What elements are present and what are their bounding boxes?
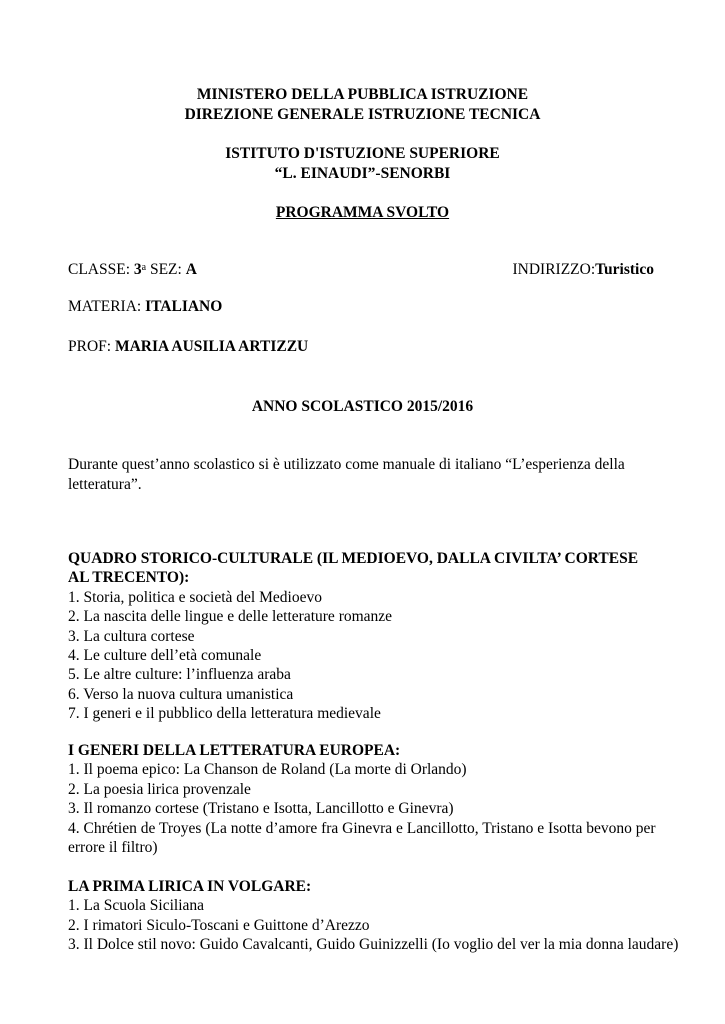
teacher-label: PROF: [68, 338, 115, 355]
list-item: 3. La cultura cortese [68, 627, 195, 645]
school-year: ANNO SCOLASTICO 2015/2016 [251, 398, 474, 415]
list-item: 1. La Scuola Siciliana [68, 897, 205, 915]
address-line [512, 260, 654, 280]
section-heading: QUADRO STORICO-CULTURALE (IL MEDIOEVO, DALLA CIVILTA’ CORTESE AL TRECENTO): [68, 550, 639, 587]
teacher-line [68, 337, 308, 357]
list-item: 5. Le altre culture: l’influenza araba [68, 666, 291, 684]
list-item: 2. I rimatori Siculo-Toscani e Guittone d’Arezzo [68, 916, 370, 934]
section-label: SEZ: [146, 261, 186, 278]
address-label: INDIRIZZO: [512, 261, 596, 278]
section-value: A [185, 261, 197, 278]
section-historical-cultural [68, 549, 658, 724]
subject-line [68, 297, 222, 317]
section-european-genres [68, 741, 658, 857]
institute-name: ISTITUTO D'ISTUZIONE SUPERIORE [225, 145, 500, 162]
intro-line-1: Durante quest’anno scolastico si è utilizzato come manuale di italiano “L’esperienza della [68, 456, 625, 473]
institute-subtitle: “L. EINAUDI”-SENORBI [274, 165, 451, 182]
list-item: 2. La poesia lirica provenzale [68, 780, 251, 798]
section-heading: I GENERI DELLA LETTERATURA EUROPEA: [68, 742, 401, 759]
list-item: 1. Il poema epico: La Chanson de Roland (La morte di Orlando) [68, 761, 467, 779]
class-superscript: a [141, 262, 147, 273]
subject-label: MATERIA: [68, 298, 146, 315]
ministry-title: MINISTERO DELLA PUBBLICA ISTRUZIONE [196, 86, 529, 103]
address-value: Turistico [595, 261, 654, 278]
class-value: 3 [133, 261, 142, 278]
list-item: 6. Verso la nuova cultura umanistica [68, 685, 294, 703]
list-item: 4. Le culture dell’età comunale [68, 647, 262, 665]
list-item: 3. Il Dolce stil novo: Guido Cavalcanti, Guido Guinizzelli (Io voglio del ver la mia donna laudare) [68, 936, 679, 954]
teacher-value: MARIA AUSILIA ARTIZZU [114, 338, 309, 355]
list-item: 3. Il romanzo cortese (Tristano e Isotta, Lancillotto e Ginevra) [68, 800, 454, 818]
list-item: 7. I generi e il pubblico della letteratura medievale [68, 705, 381, 723]
list-item: 2. La nascita delle lingue e delle letterature romanze [68, 608, 393, 626]
list-item: 1. Storia, politica e società del Medioevo [68, 588, 322, 606]
document-title: PROGRAMMA SVOLTO [275, 204, 450, 221]
class-line [68, 260, 197, 280]
subject-value: ITALIANO [145, 298, 223, 315]
directorate-title: DIREZIONE GENERALE ISTRUZIONE TECNICA [184, 106, 541, 123]
intro-line-2: letteratura”. [68, 476, 142, 493]
class-label: CLASSE: [68, 261, 134, 278]
list-item: 4. Chrétien de Troyes (La notte d’amore fra Ginevra e Lancillotto, Tristano e Isotta bevono per errore il filtro) [68, 819, 656, 857]
section-heading: LA PRIMA LIRICA IN VOLGARE: [68, 878, 312, 895]
section-vernacular-lyric [68, 877, 679, 955]
